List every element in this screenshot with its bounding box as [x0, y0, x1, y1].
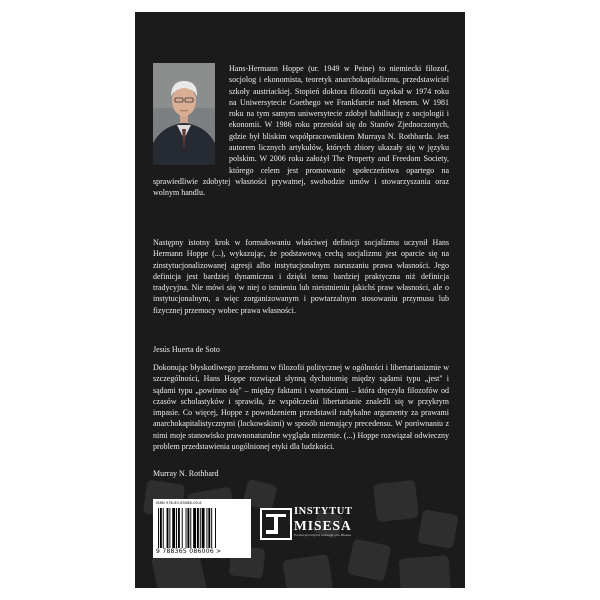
barcode-bar: [172, 508, 175, 548]
decorative-tile: [399, 555, 452, 588]
decorative-tile: [373, 480, 419, 522]
barcode-bar: [160, 508, 162, 548]
barcode-bar: [211, 508, 212, 548]
publisher-logo: [258, 500, 358, 556]
barcode-bar: [208, 508, 210, 548]
quote-author-rothbard: Murray N. Rothbard: [153, 469, 219, 478]
barcode-bar: [178, 508, 180, 548]
barcode-digits: 9 788365 086006 >: [156, 548, 222, 555]
publisher-name-line1: INSTYTUT: [294, 506, 353, 517]
decorative-tile: [417, 509, 458, 549]
back-cover: [135, 12, 465, 588]
barcode-bar: [206, 508, 207, 548]
barcode-bar: [200, 508, 201, 548]
barcode-bar: [197, 508, 199, 548]
barcode-bar: [176, 508, 177, 548]
barcode-bars: [158, 508, 246, 548]
barcode-bar: [158, 508, 159, 548]
barcode-bar: [167, 508, 169, 548]
barcode-bar: [163, 508, 164, 548]
barcode-bar: [215, 508, 216, 548]
quote-rothbard: Dokonując błyskotliwego przełomu w filozofii politycznej w ogólności i libertarianizmie w szczególności, Hans Hoppe rozwiązał słynną dychotomię między sądami typu „jest" i sądami typu „powinno się" – między faktami i wartościami – która dręczyła filozofów od czasów scholastyków i sprawiła, że współcześni libertarianie znaleźli się w przykrym impasie. Co więcej, Hoppe z powodzeniem przedstawił radykalne argumenty za prawami anarchokapitalistycznymi (lockowskimi) w sposób niemający precedensu. W porównaniu z nimi moje stanowisko prawnonaturalne wygląda mizernie. (...) Hoppe rozwiązał odwieczny problem przedstawienia uogólnionej etyki dla ludzkości.: [153, 363, 449, 452]
barcode-bar: [202, 508, 205, 548]
barcode-bar: [193, 508, 196, 548]
quote-author-huerta-de-soto: Jesús Huerta de Soto: [153, 345, 220, 354]
barcode-bar: [186, 508, 187, 548]
publisher-name-line2: MISESA: [294, 518, 352, 533]
barcode-bar: [169, 508, 170, 548]
author-bio: Hans-Hermann Hoppe (ur. 1949 w Peine) to niemiecki filozof, socjolog i ekonomista, teoretyk anarchokapitalizmu, przedstawiciel szkoły austriackiej. Stopień doktora filozofii uzyskał w 1974 roku na Uniwersytecie Goethego we Frankfurcie nad Menem. W 1981 roku na tym samym uniwersytecie zdobył habilitację z socjologii i ekonomii. W 1986 roku przeniósł się do Stanów Zjednoczonych, gdzie był bliskim współpracownikiem Murraya N. Rothbarda. Jest autorem licznych artykułów, których zbiory ukazały się w języku polskim. W 2006 roku założył The Property and Freedom Society, którego celem jest promowanie społeczeństwa opartego na sprawiedliwie zdobytej własności prywatnej, swobodzie umów i stowarzyszania oraz wolnym handlu.: [153, 64, 449, 198]
isbn-barcode: [153, 499, 251, 558]
decorative-tile: [282, 554, 333, 588]
barcode-bar: [190, 508, 191, 548]
barcode-bar: [182, 508, 183, 548]
quote-huerta-de-soto: Następny istotny krok w formułowaniu właściwej definicji socjalizmu uczynił Hans Hermann Hoppe (...), wykazując, że podstawową cechą socjalizmu jest oparcie się na zinstytucjonalizowanej agresji albo instytucjonalnym naruszaniu prawa własności. Jego definicja jest bardziej dynamiczna i dzięki temu bardziej praktyczna niż definicja tradycyjna. Nie mówi się w niej o istnieniu lub nieistnieniu jakichś praw własności, ale o instytucjonalnym, a więc zorganizowanym i powtarzalnym stosowaniu przymusu lub fizycznej przemocy wobec prawa własności.: [153, 238, 449, 315]
publisher-emblem-icon: [260, 508, 292, 540]
publisher-tagline: Fundacja Instytut Ludwiga von Misesa: [294, 533, 351, 537]
barcode-bar: [187, 508, 189, 548]
isbn-label: ISBN 978-83-65086-00-6: [156, 501, 202, 505]
